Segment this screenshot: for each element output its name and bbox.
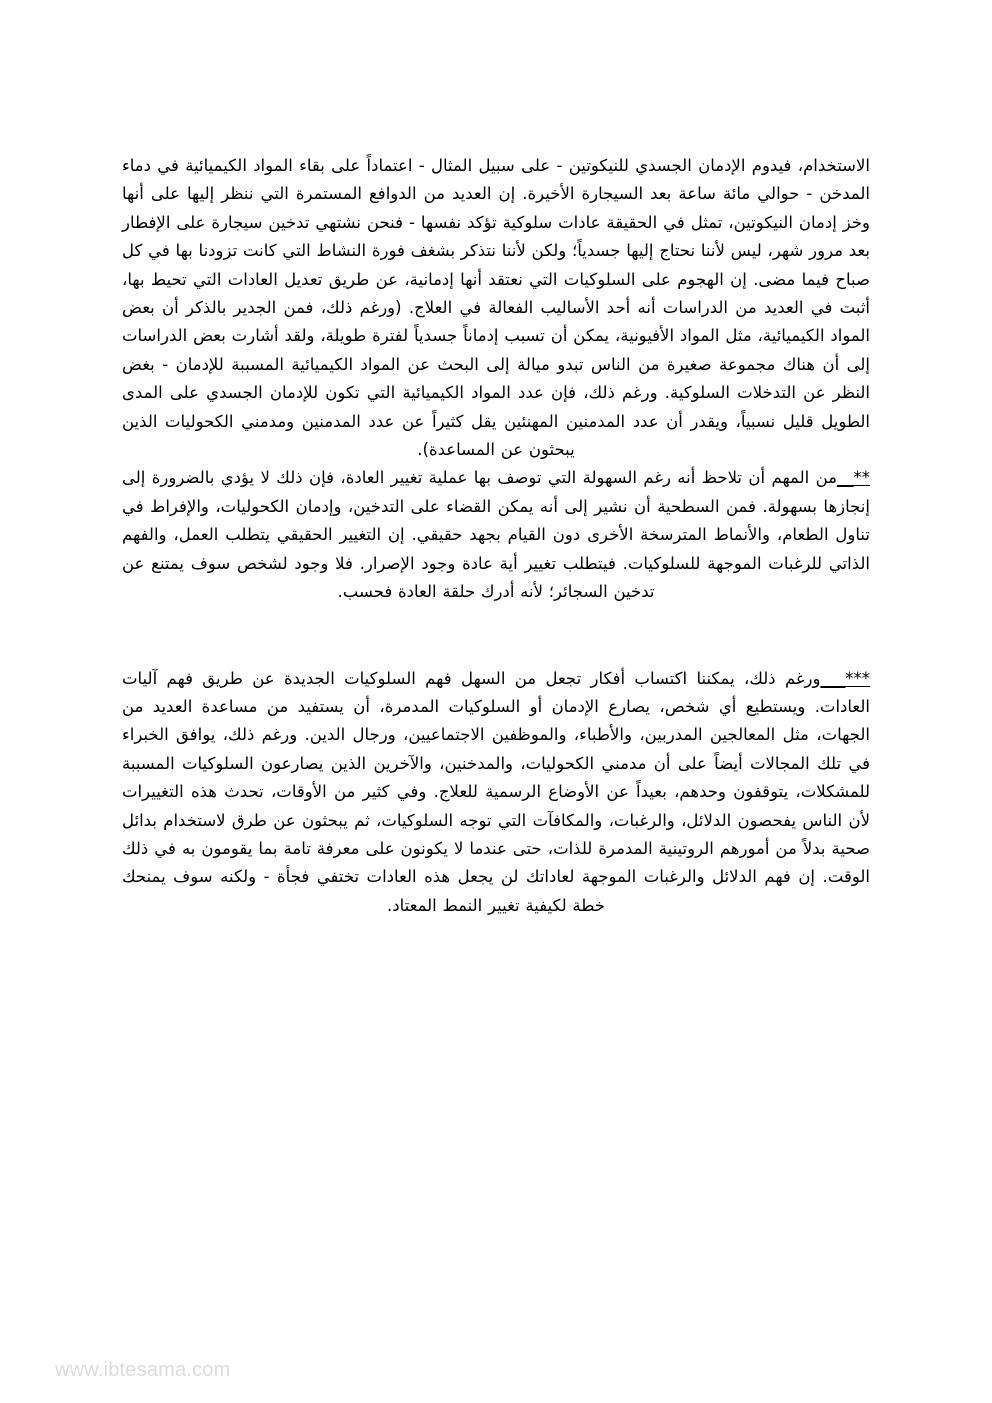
paragraph-3 bbox=[122, 665, 870, 921]
paragraph-3-text: ورغم ذلك، يمكننا اكتساب أفكار تجعل من السهل فهم السلوكيات الجديدة عن طريق فهم آليات العادات. ويستطيع أي شخص، يصارع الإدمان أو السلوكيات المدمرة، أن يستفيد من مساعدة العديد من الجهات، مثل المعالجين المدربين، والأطباء، والموظفين الاجتماعيين، ورجال الدين. ورغم ذلك، يوافق الخبراء في تلك المجالات أيضاً على أن مدمني الكحوليات، والمدخنين، والآخرين الذين يصارعون السلوكيات المسببة للمشكلات، يتوقفون وحدهم، بعيداً عن الأوضاع الرسمية للعلاج. وفي كثير من الأوقات، تحدث هذه التغييرات لأن الناس يفحصون الدلائل، والرغبات، والمكافآت التي توجه السلوكيات، ثم يبحثون عن طرق لاستخدام بدائل صحية بدلاً من أمورهم الروتينية المدمرة للذات، حتى عندما لا يكونون على معرفة تامة بما يقومون به في ذلك الوقت. إن فهم الدلائل والرغبات الموجهة لعاداتك لن يجعل هذه العادات تختفي فجأة - ولكنه سوف يمنحك خطة لكيفية تغيير النمط المعتاد. bbox=[122, 668, 870, 915]
paragraph-1-text: الاستخدام، فيدوم الإدمان الجسدي للنيكوتين - على سبيل المثال - اعتماداً على بقاء المواد الكيميائية في دماء المدخن - حوالي مائة ساعة بعد السيجارة الأخيرة. إن العديد من الدوافع المستمرة التي ننظر إليها على أنها وخز إدمان النيكوتين، تمثل في الحقيقة عادات سلوكية تؤكد نفسها - فنحن نشتهي تدخين سيجارة على الإفطار بعد مرور شهر، ليس لأننا نحتاج إليها جسدياً؛ ولكن لأننا نتذكر بشغف فورة النشاط التي كانت تزودنا بها في كل صباح فيما مضى. إن الهجوم على السلوكيات التي نعتقد أنها إدمانية، عن طريق تعديل العادات التي تحيط بها، أثبت في العديد من الدراسات أنه أحد الأساليب الفعالة في العلاج. (ورغم ذلك، فمن الجدير بالذكر أن بعض المواد الكيميائية، مثل المواد الأفيونية، يمكن أن تسبب إدماناً جسدياً لفترة طويلة، ولقد أشارت بعض الدراسات إلى أن هناك مجموعة صغيرة من الناس تبدو ميالة إلى البحث عن المواد الكيميائية المسببة للإدمان - بغض النظر عن التدخلات السلوكية. ورغم ذلك، فإن عدد المواد الكيميائية التي تكون للإدمان الجسدي على المدى الطويل قليل نسبياً، ويقدر أن عدد المدمنين المهنئين يقل كثيراً عن عدد المدمنين ومدمني الكحوليات الذين يبحثون عن المساعدة). bbox=[122, 156, 870, 460]
paragraph-2 bbox=[122, 464, 870, 606]
paragraph-2-text: من المهم أن تلاحظ أنه رغم السهولة التي توصف بها عملية تغيير العادة، فإن ذلك لا يؤدي بالضرورة إلى إنجازها بسهولة. فمن السطحية أن نشير إلى أنه يمكن القضاء على التدخين، وإدمان الكحوليات، والإفراط في تناول الطعام، والأنماط المترسخة الأخرى دون القيام بجهد حقيقي. إن التغيير الحقيقي يتطلب العمل، والفهم الذاتي للرغبات الموجهة للسلوكيات. فيتطلب تغيير أية عادة وجود الإصرار. فلا وجود لشخص سوف يمتنع عن تدخين السجائر؛ لأنه أدرك حلقة العادة فحسب. bbox=[122, 468, 870, 602]
paragraph-2-marker: **__ bbox=[837, 468, 870, 488]
document-text-block bbox=[122, 152, 870, 920]
site-watermark: www.ibtesama.com bbox=[55, 1359, 231, 1381]
paragraph-1 bbox=[122, 152, 870, 464]
paragraph-spacer bbox=[122, 607, 870, 665]
paragraph-3-marker: ***___ bbox=[820, 668, 870, 688]
